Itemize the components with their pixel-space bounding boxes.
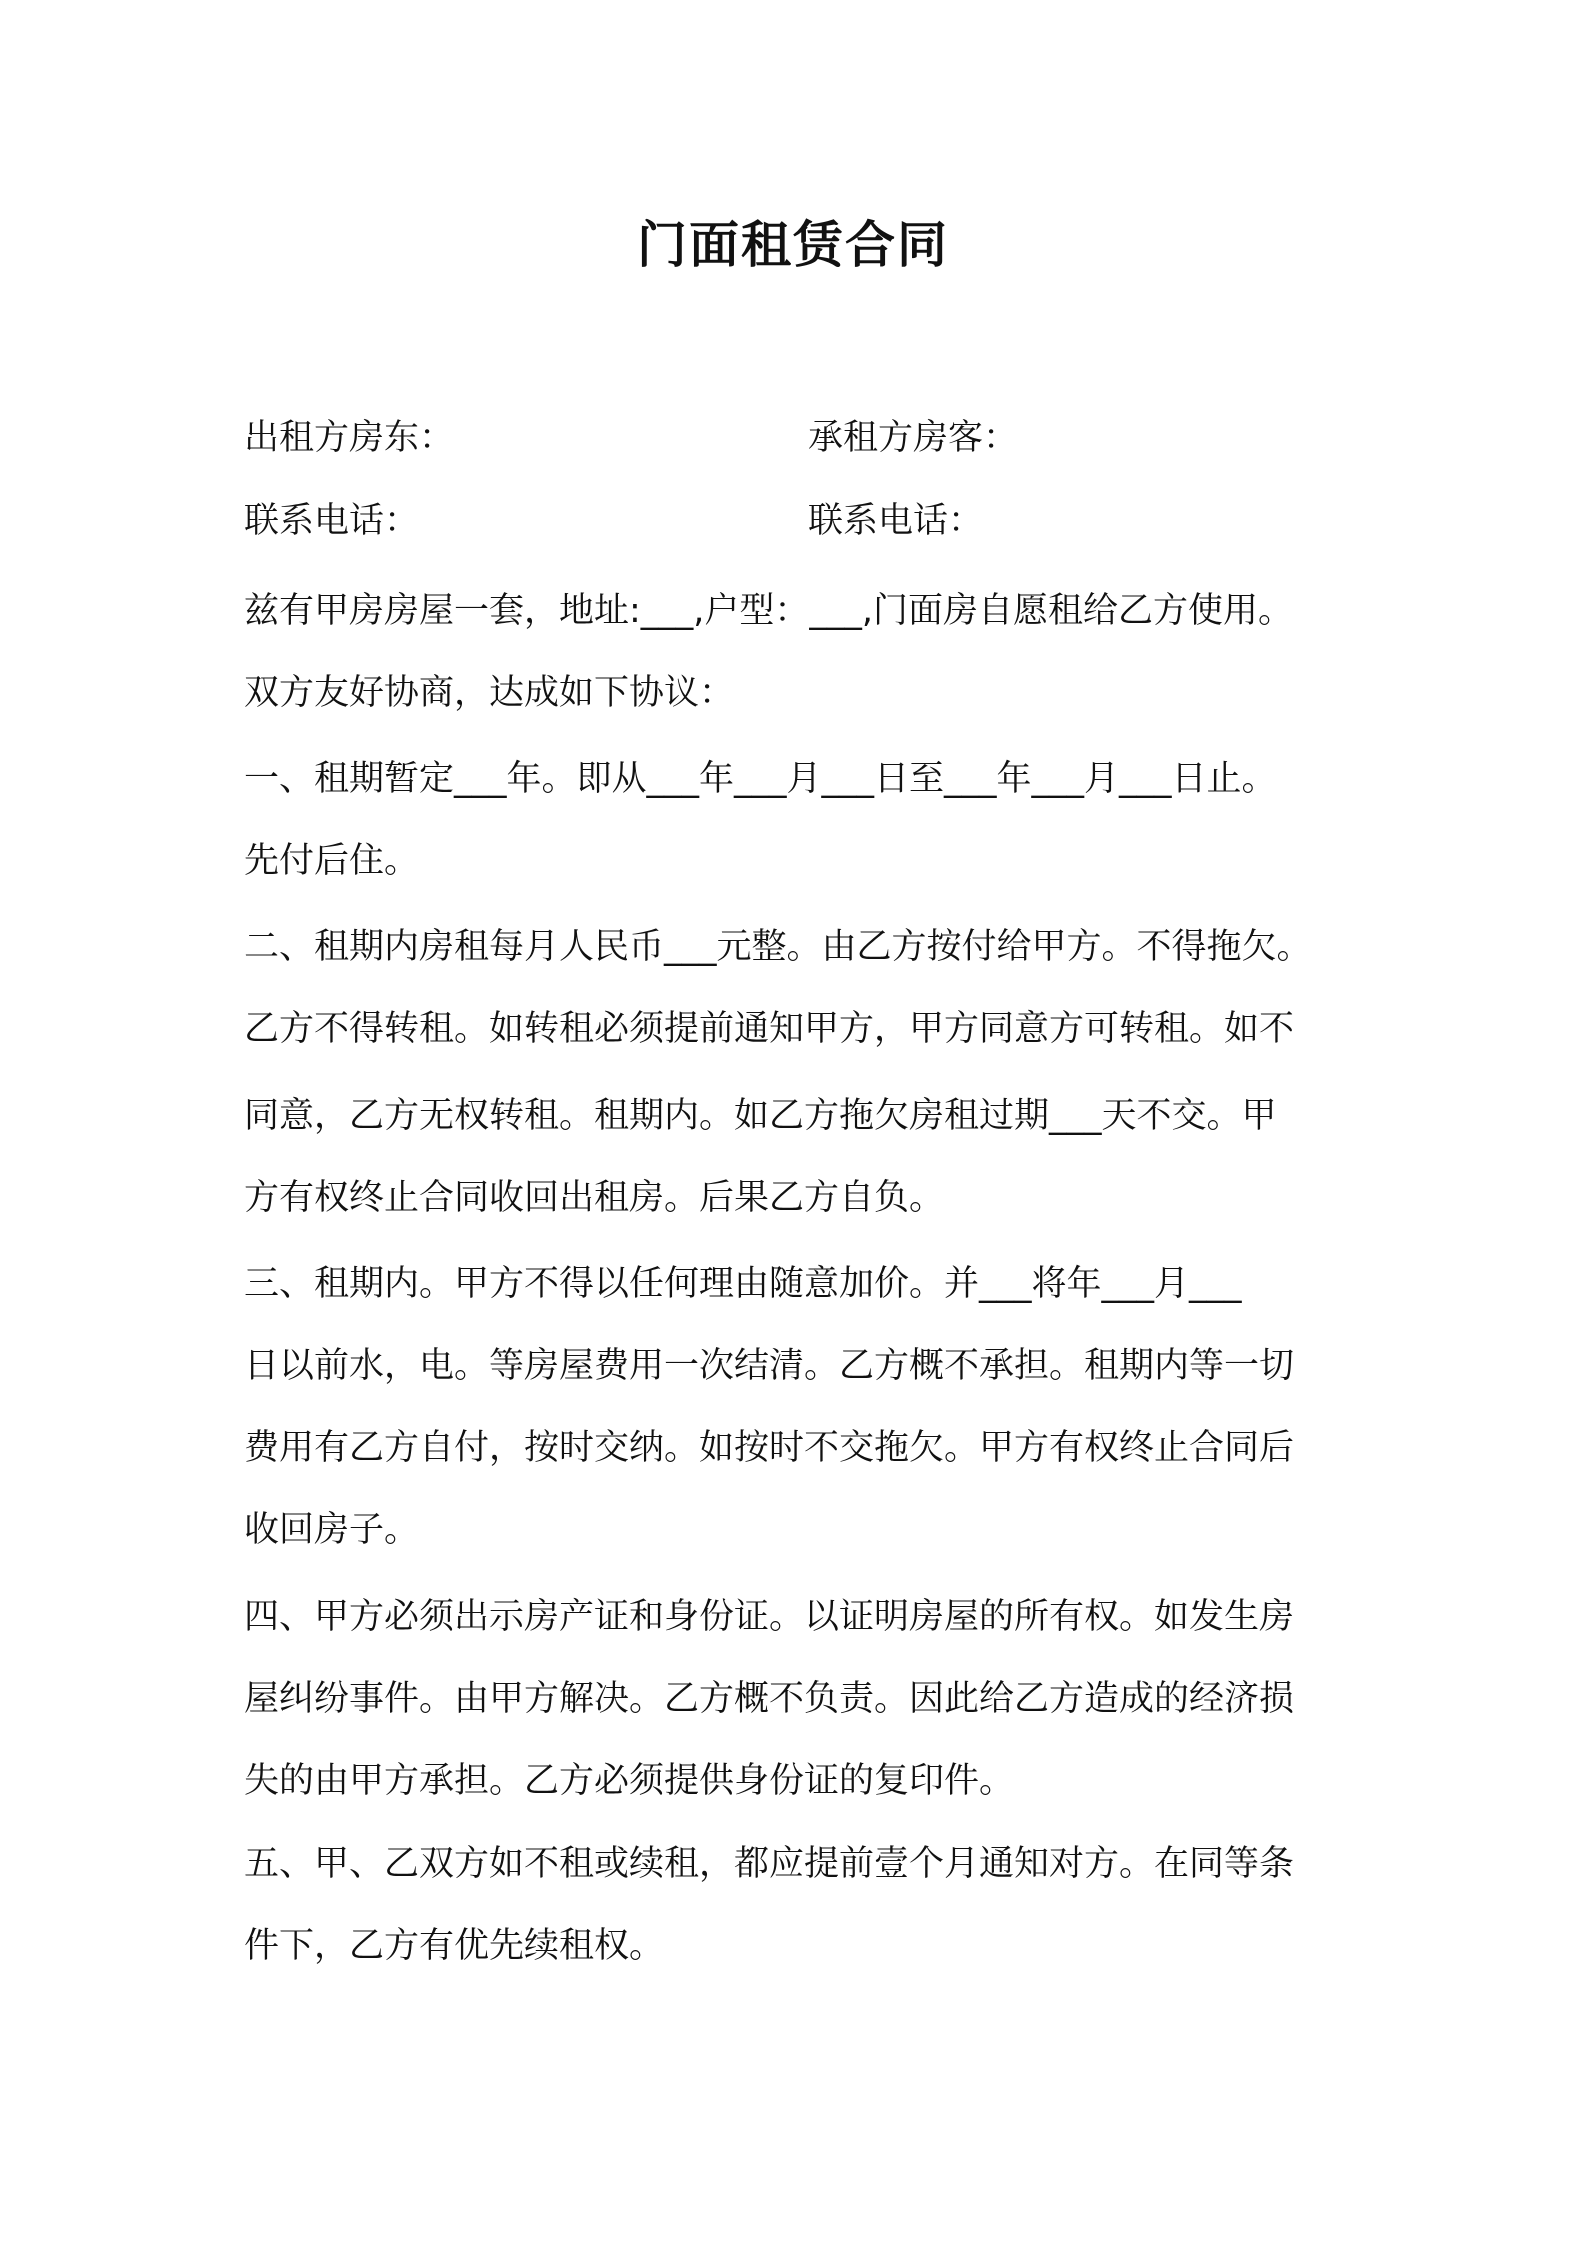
clause-3-line-2: 日以前水，电。等房屋费用一次结清。乙方概不承担。租期内等一切 xyxy=(244,1346,1295,1386)
landlord-phone-label: 联系电话： xyxy=(244,501,420,541)
clause-2-line-1: 二、租期内房租每月人民币___元整。由乙方按付给甲方。不得拖欠。 xyxy=(244,927,1312,967)
party-row-phones xyxy=(0,486,1586,556)
intro-line-2: 双方友好协商，达成如下协议： xyxy=(244,673,735,713)
clause-4-line-2: 屋纠纷事件。由甲方解决。乙方概不负责。因此给乙方造成的经济损 xyxy=(244,1679,1295,1719)
clause-3-line-3: 费用有乙方自付，按时交纳。如按时不交拖欠。甲方有权终止合同后 xyxy=(244,1428,1295,1468)
clause-4-line-1: 四、甲方必须出示房产证和身份证。以证明房屋的所有权。如发生房 xyxy=(244,1597,1295,1637)
clause-3-line-1: 三、租期内。甲方不得以任何理由随意加价。并___将年___月___ xyxy=(244,1264,1242,1304)
clause-3-line-4: 收回房子。 xyxy=(244,1510,420,1550)
clause-2-line-3: 同意，乙方无权转租。租期内。如乙方拖欠房租过期___天不交。甲 xyxy=(244,1096,1277,1136)
intro-line-1: 兹有甲房房屋一套，地址:___,户型：___,门面房自愿租给乙方使用。 xyxy=(244,591,1294,631)
clause-5-line-1: 五、甲、乙双方如不租或续租，都应提前壹个月通知对方。在同等条 xyxy=(244,1844,1295,1884)
tenant-phone-label: 联系电话： xyxy=(808,501,984,541)
clause-4-line-3: 失的由甲方承担。乙方必须提供身份证的复印件。 xyxy=(244,1761,1015,1801)
party-row-names xyxy=(0,403,1586,473)
clause-2-line-4: 方有权终止合同收回出租房。后果乙方自负。 xyxy=(244,1178,945,1218)
clause-2-line-2: 乙方不得转租。如转租必须提前通知甲方，甲方同意方可转租。如不 xyxy=(244,1009,1295,1049)
landlord-label: 出租方房东： xyxy=(244,418,455,458)
document-title: 门面租赁合同 xyxy=(637,216,949,274)
tenant-label: 承租方房客： xyxy=(808,418,1019,458)
clause-1-line-2: 先付后住。 xyxy=(244,841,420,881)
clause-1-line-1: 一、租期暂定___年。即从___年___月___日至___年___月___日止。 xyxy=(244,759,1277,799)
clause-5-line-2: 件下，乙方有优先续租权。 xyxy=(244,1926,665,1966)
